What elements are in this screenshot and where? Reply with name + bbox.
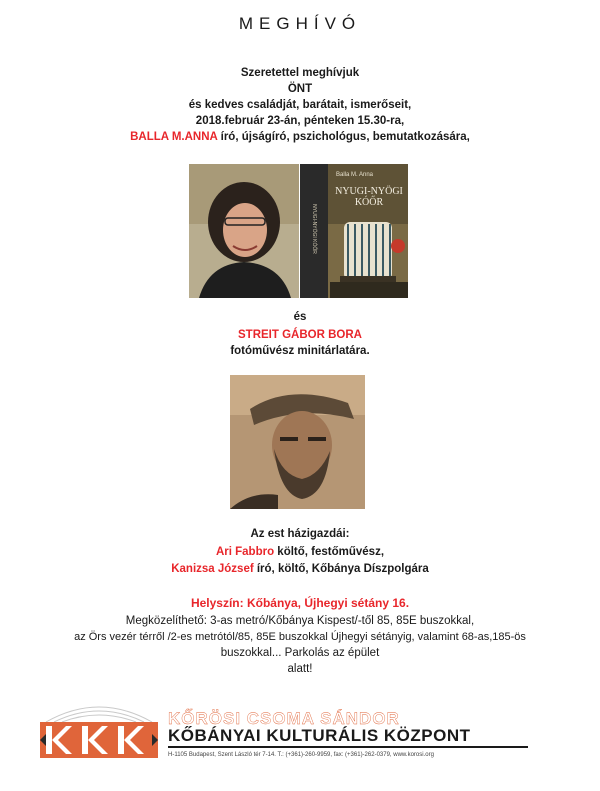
intro-line-2: ÖNT (287, 83, 313, 95)
portrait-photo-streit (230, 375, 365, 509)
org-name-line-2: KŐBÁNYAI KULTURÁLIS KÖZPONT (168, 726, 471, 745)
hosts-heading: Az est házigazdái: (250, 528, 350, 540)
venue-location: Helyszín: Kőbánya, Újhegyi sétány 16. (190, 596, 410, 610)
access-line-4: alatt! (287, 663, 313, 675)
book-spine: NYUGI-NYÖGI KÓŐR (311, 204, 317, 254)
intro-line-4: 2018.február 23-án, pénteken 15.30-ra, (195, 115, 405, 127)
portrait-photo-balla (189, 164, 299, 298)
access-line-1: Megközelíthető: 3-as metró/Kőbánya Kispest/-től 85, 85E buszokkal, (125, 615, 475, 627)
intro-line-1: Szeretettel meghívjuk (240, 67, 360, 79)
host2-desc: író, költő, Kőbánya Díszpolgára (253, 563, 429, 575)
org-name-line-1: KŐRÖSI CSOMA SÁNDOR (168, 709, 400, 728)
host1-name: Ari Fabbro (215, 546, 275, 558)
book-title: NYUGI-NYÖGI KÓŐR (335, 186, 403, 208)
host2-name: Kanizsa József (171, 563, 254, 575)
access-line-3: buszokkal... Parkolás az épület (220, 647, 380, 659)
org-underline (168, 746, 528, 748)
host1-desc: költő, festőművész, (274, 546, 385, 558)
host2-line (0, 562, 600, 576)
guest1-line (0, 130, 600, 144)
org-contact: H-1105 Budapest, Szent László tér 7-14. T.: (+361)-260-9959, fax: (+361)-262-0379, www.korosi.org (168, 752, 434, 758)
guest2-desc: fotóművész minitárlatára. (230, 345, 370, 357)
invitation-title: MEGHÍVÓ (238, 14, 362, 33)
and-line: és (293, 311, 307, 323)
guest2-name: STREIT GÁBOR BORA (238, 329, 362, 341)
book-cover (300, 164, 408, 298)
guest1-desc: író, újságíró, pszichológus, bemutatkozására, (217, 131, 470, 143)
access-line-2: az Örs vezér térről /2-es metrótól/85, 85E buszokkal Újhegyi sétányig, valamint 68-as,185-ös (74, 631, 526, 643)
intro-line-3: és kedves családját, barátait, ismerőseit, (188, 99, 412, 111)
host1-line (0, 545, 600, 559)
book-author: Balla M. Anna (336, 172, 374, 178)
kkk-logo (36, 700, 162, 767)
guest1-name: BALLA M.ANNA (130, 131, 218, 143)
